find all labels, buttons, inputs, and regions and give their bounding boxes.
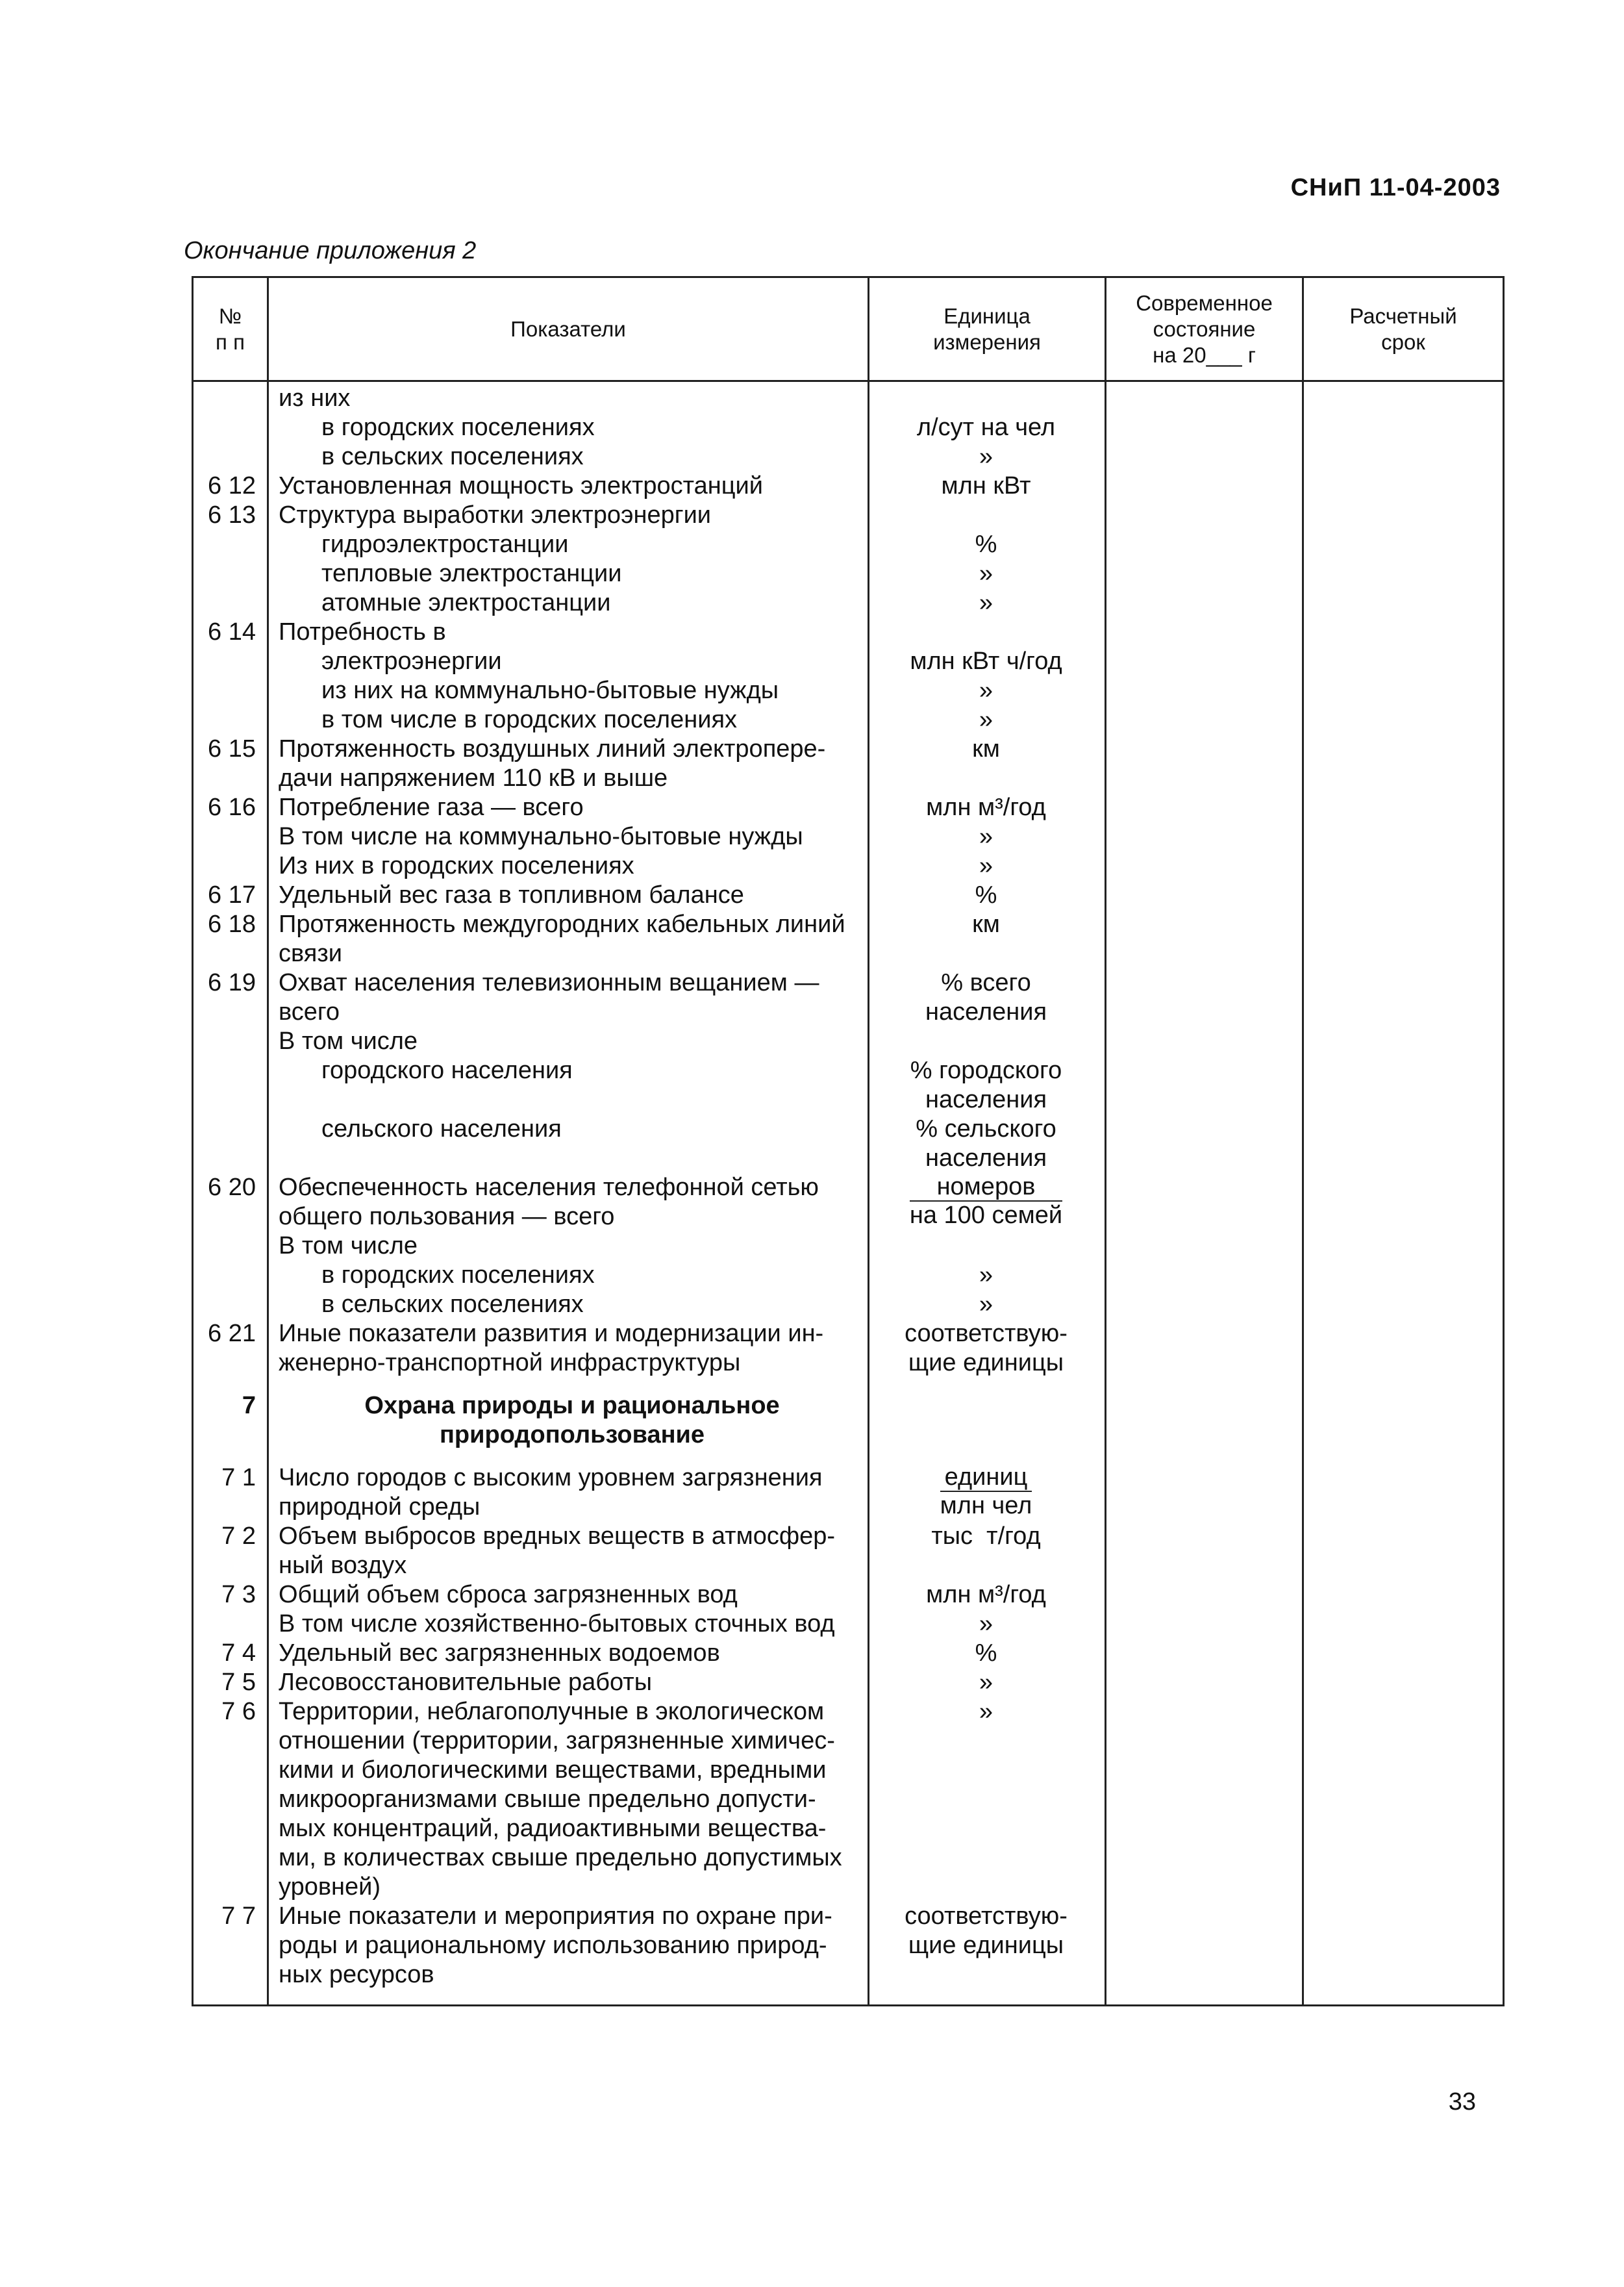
indicator-line: мых концентраций, радиоактивными вещества-	[279, 1815, 827, 1842]
unit-cell	[871, 530, 1101, 559]
indicator-line: в городских поселениях	[321, 414, 595, 441]
row-number: 6 14	[208, 618, 256, 646]
unit-line: %	[975, 881, 997, 909]
table-row	[194, 1319, 1503, 1378]
table-row	[194, 1580, 1503, 1610]
unit-cell	[871, 1463, 1101, 1521]
unit-fraction	[910, 1173, 1062, 1229]
table-row	[194, 822, 1503, 852]
row-number: 6 21	[208, 1320, 256, 1347]
row-number: 6 16	[208, 794, 256, 821]
unit-numerator: номеров	[910, 1173, 1062, 1202]
table-row	[194, 384, 1503, 413]
table-row	[194, 530, 1503, 559]
indicator-line: Потребность в	[279, 618, 446, 646]
table-row	[194, 1056, 1503, 1115]
indicator-cell	[271, 559, 869, 588]
unit-cell	[871, 1261, 1101, 1290]
indicator-line: в городских поселениях	[321, 1261, 595, 1289]
unit-cell	[871, 1173, 1101, 1230]
unit-line: % всего	[941, 969, 1031, 996]
indicator-line: городского населения	[321, 1057, 573, 1084]
unit-line: населения	[925, 1086, 1047, 1113]
unit-cell	[871, 1639, 1101, 1668]
row-number: 7 3	[221, 1581, 256, 1608]
indicator-cell	[271, 1668, 869, 1697]
indicator-line: ных ресурсов	[279, 1961, 434, 1988]
unit-line: »	[979, 443, 993, 470]
indicator-line: в том числе в городских поселениях	[321, 706, 738, 733]
indicator-cell	[271, 1639, 869, 1668]
appendix-subtitle: Окончание приложения 2	[184, 237, 477, 264]
indicator-cell	[271, 1697, 869, 1902]
unit-line: млн м³/год	[926, 794, 1046, 821]
indicator-line: Удельный вес газа в топливном балансе	[279, 881, 744, 909]
indicators-table	[192, 276, 1505, 2006]
row-number: 6 18	[208, 911, 256, 938]
indicator-cell	[271, 384, 869, 413]
indicator-cell	[271, 968, 869, 1027]
unit-line: населения	[925, 1144, 1047, 1172]
row-number: 7 2	[221, 1523, 256, 1550]
unit-line: км	[972, 735, 1000, 763]
indicator-cell	[271, 1463, 869, 1522]
indicator-cell	[271, 1115, 869, 1173]
unit-cell	[871, 1290, 1101, 1319]
section-row	[194, 1391, 1503, 1450]
unit-line: »	[979, 1669, 993, 1696]
indicator-cell	[271, 1902, 869, 1990]
table-row	[194, 1027, 1503, 1056]
unit-cell	[871, 676, 1101, 705]
indicator-cell	[271, 1580, 869, 1610]
unit-line: »	[979, 1610, 993, 1637]
unit-denominator: млн чел	[940, 1492, 1032, 1519]
indicator-line: Установленная мощность электростанций	[279, 472, 763, 499]
unit-line: щие единицы	[908, 1349, 1064, 1376]
indicator-cell	[271, 1232, 869, 1261]
indicator-line: Иные показатели и мероприятия по охране при-	[279, 1902, 832, 1930]
indicator-line: тепловые электростанции	[321, 560, 622, 587]
indicator-cell	[271, 1522, 869, 1580]
table-row	[194, 910, 1503, 968]
indicator-cell	[271, 1056, 869, 1115]
table-row	[194, 1697, 1503, 1902]
row-gap	[194, 1450, 1503, 1463]
indicator-cell	[271, 705, 869, 735]
indicator-line: Территории, неблагополучные в экологическом	[279, 1698, 825, 1725]
unit-line: %	[975, 531, 997, 558]
unit-line: »	[979, 852, 993, 879]
unit-cell	[871, 442, 1101, 472]
indicator-line: Удельный вес загрязненных водоемов	[279, 1639, 720, 1667]
unit-line: соответствую-	[905, 1902, 1068, 1930]
table-row	[194, 472, 1503, 501]
unit-cell	[871, 705, 1101, 735]
indicator-cell	[271, 881, 869, 910]
indicator-cell	[271, 1173, 869, 1232]
unit-line: млн кВт	[941, 472, 1031, 499]
unit-cell	[871, 735, 1101, 764]
unit-cell	[871, 588, 1101, 618]
header-unit: Единица измерения	[933, 303, 1041, 354]
indicator-line: в сельских поселениях	[321, 1291, 584, 1318]
row-number: 6 13	[208, 501, 256, 529]
indicator-line: Потребление газа — всего	[279, 794, 584, 821]
table-row	[194, 705, 1503, 735]
unit-line: »	[979, 1291, 993, 1318]
indicator-line: отношении (территории, загрязненные химичес-	[279, 1727, 835, 1754]
table-row	[194, 1232, 1503, 1261]
unit-cell	[871, 1319, 1101, 1378]
indicator-cell	[271, 822, 869, 852]
indicator-cell	[271, 910, 869, 968]
row-number: 7 1	[221, 1464, 256, 1491]
indicator-line: общего пользования — всего	[279, 1203, 615, 1230]
indicator-cell	[271, 647, 869, 676]
table-row	[194, 1610, 1503, 1639]
header-indicator: Показатели	[510, 316, 626, 341]
row-number: 7 7	[221, 1902, 256, 1930]
table-row	[194, 793, 1503, 822]
table-row	[194, 1115, 1503, 1173]
unit-cell	[871, 1697, 1101, 1726]
indicator-line	[321, 1144, 866, 1173]
indicator-cell	[271, 793, 869, 822]
indicator-line: из них на коммунально-бытовые нужды	[321, 677, 779, 704]
unit-cell	[871, 1056, 1101, 1115]
indicator-line: Обеспеченность населения телефонной сетью	[279, 1174, 819, 1201]
unit-cell	[871, 852, 1101, 881]
unit-cell	[871, 793, 1101, 822]
unit-line: км	[972, 911, 1000, 938]
indicator-line: микроорганизмами свыше предельно допусти-	[279, 1786, 816, 1813]
indicator-line: кими и биологическими веществами, вредными	[279, 1756, 827, 1784]
indicator-line: в сельских поселениях	[321, 443, 584, 470]
unit-cell	[871, 1580, 1101, 1610]
indicator-line: Число городов с высоким уровнем загрязнения	[279, 1464, 823, 1491]
row-number: 6 12	[208, 472, 256, 499]
table-row	[194, 1261, 1503, 1290]
unit-line: »	[979, 589, 993, 616]
indicator-line: электроэнергии	[321, 648, 502, 675]
unit-line: »	[979, 823, 993, 850]
indicator-line: Иные показатели развития и модернизации ин-	[279, 1320, 824, 1347]
unit-line: млн кВт ч/год	[910, 648, 1062, 675]
indicator-line: природной среды	[279, 1493, 481, 1521]
table-row	[194, 852, 1503, 881]
indicator-line: В том числе на коммунально-бытовые нужды	[279, 823, 803, 850]
indicator-cell	[271, 1391, 869, 1450]
header-num: № п п	[216, 303, 245, 354]
page-number: 33	[1448, 2088, 1476, 2116]
table-row	[194, 559, 1503, 588]
table-row	[194, 413, 1503, 442]
indicator-cell	[271, 1319, 869, 1378]
row-gap	[194, 1378, 1503, 1391]
unit-line: »	[979, 1261, 993, 1289]
indicator-line: роды и рациональному использованию природ-	[279, 1932, 827, 1959]
row-number: 7	[242, 1392, 256, 1419]
indicator-cell	[271, 1610, 869, 1639]
indicator-line: дачи напряжением 110 кВ и выше	[279, 764, 668, 792]
row-number: 6 20	[208, 1174, 256, 1201]
row-number: 7 4	[221, 1639, 256, 1667]
unit-cell	[871, 559, 1101, 588]
table-row	[194, 968, 1503, 1027]
header-current: Современное состояние на 20___ г	[1136, 290, 1273, 367]
indicator-line: Лесовосстановительные работы	[279, 1669, 653, 1696]
indicator-cell	[271, 735, 869, 793]
unit-line: »	[979, 1698, 993, 1725]
table-row	[194, 1173, 1503, 1232]
unit-numerator: единиц	[940, 1463, 1032, 1492]
unit-cell	[871, 1902, 1101, 1960]
header-target: Расчетный срок	[1349, 303, 1457, 354]
indicator-line: Охват населения телевизионным вещанием —	[279, 969, 819, 996]
indicator-line: Охрана природы и рациональное	[364, 1392, 780, 1419]
indicator-cell	[271, 472, 869, 501]
indicator-line: Протяженность междугородних кабельных линий	[279, 911, 845, 938]
unit-cell	[871, 1668, 1101, 1697]
table-row	[194, 1522, 1503, 1580]
indicator-line: атомные электростанции	[321, 589, 611, 616]
unit-line: »	[979, 560, 993, 587]
table-row	[194, 1463, 1503, 1522]
indicator-line	[321, 1085, 866, 1115]
unit-line: населения	[925, 998, 1047, 1026]
table-row	[194, 442, 1503, 472]
indicator-line: всего	[279, 998, 340, 1026]
unit-line: % городского	[910, 1057, 1062, 1084]
unit-fraction	[940, 1463, 1032, 1519]
unit-cell	[871, 881, 1101, 910]
unit-cell	[871, 1522, 1101, 1551]
unit-line: соответствую-	[905, 1320, 1068, 1347]
unit-cell	[871, 1115, 1101, 1173]
table-row	[194, 676, 1503, 705]
indicator-line: Объем выбросов вредных веществ в атмосфер-	[279, 1523, 836, 1550]
indicator-line: В том числе	[279, 1232, 418, 1259]
indicator-line: природопользование	[439, 1421, 705, 1448]
indicator-cell	[271, 501, 869, 530]
unit-denominator: на 100 семей	[909, 1202, 1063, 1229]
indicator-line: ми, в количествах свыше предельно допустимых	[279, 1844, 842, 1871]
unit-line: %	[975, 1639, 997, 1667]
unit-line: щие единицы	[908, 1932, 1064, 1959]
indicator-cell	[271, 588, 869, 618]
unit-cell	[871, 910, 1101, 939]
unit-line: л/сут на чел	[916, 414, 1056, 441]
table-row	[194, 1639, 1503, 1668]
document-code: СНиП 11-04-2003	[1290, 174, 1501, 201]
table-row	[194, 1668, 1503, 1697]
table-row	[194, 881, 1503, 910]
row-number: 7 6	[221, 1698, 256, 1725]
indicator-cell	[271, 530, 869, 559]
indicator-cell	[271, 1290, 869, 1319]
indicator-line: ный воздух	[279, 1552, 407, 1579]
indicator-line: связи	[279, 940, 342, 967]
indicator-line: Общий объем сброса загрязненных вод	[279, 1581, 738, 1608]
unit-line: тыс т/год	[931, 1523, 1041, 1550]
indicator-cell	[271, 852, 869, 881]
unit-cell	[871, 968, 1101, 1027]
table-row	[194, 647, 1503, 676]
unit-line: »	[979, 677, 993, 704]
unit-cell	[871, 647, 1101, 676]
header-divider	[194, 380, 1503, 382]
unit-cell	[871, 413, 1101, 442]
indicator-cell	[271, 413, 869, 442]
table-row	[194, 618, 1503, 647]
table-row	[194, 735, 1503, 793]
indicator-line: В том числе	[279, 1028, 418, 1055]
indicator-line: Из них в городских поселениях	[279, 852, 634, 879]
indicator-line: из них	[279, 385, 351, 412]
indicator-line: женерно-транспортной инфраструктуры	[279, 1349, 741, 1376]
row-number: 6 19	[208, 969, 256, 996]
table-row	[194, 1290, 1503, 1319]
unit-cell	[871, 472, 1101, 501]
table-row	[194, 1902, 1503, 1990]
indicator-cell	[271, 1027, 869, 1056]
indicator-line: гидроэлектростанции	[321, 531, 569, 558]
table-row	[194, 588, 1503, 618]
indicator-line: В том числе хозяйственно-бытовых сточных вод	[279, 1610, 835, 1637]
indicator-line: уровней)	[279, 1873, 381, 1901]
unit-line: % сельского	[916, 1115, 1056, 1143]
indicator-cell	[271, 442, 869, 472]
table-body	[194, 384, 1503, 1990]
table-row	[194, 501, 1503, 530]
unit-cell	[871, 1610, 1101, 1639]
unit-cell	[871, 822, 1101, 852]
indicator-line: сельского населения	[321, 1115, 562, 1143]
unit-line: млн м³/год	[926, 1581, 1046, 1608]
row-number: 6 17	[208, 881, 256, 909]
indicator-line: Структура выработки электроэнергии	[279, 501, 712, 529]
row-number: 7 5	[221, 1669, 256, 1696]
indicator-cell	[271, 1261, 869, 1290]
row-number: 6 15	[208, 735, 256, 763]
indicator-cell	[271, 618, 869, 647]
unit-line: »	[979, 706, 993, 733]
indicator-line: Протяженность воздушных линий электропере-	[279, 735, 826, 763]
indicator-cell	[271, 676, 869, 705]
